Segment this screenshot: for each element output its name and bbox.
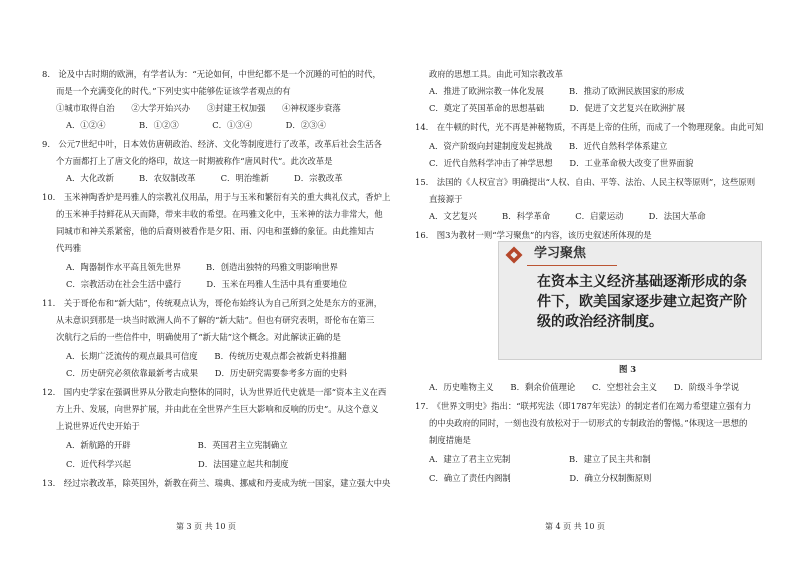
q9-stem-line1: 9. 公元7世纪中叶，日本效仿唐朝政治、经济、文化等制度进行了改革，改革后社会生活各 <box>42 139 382 149</box>
q13-stem-line2: 政府的思想工具。由此可知宗教改革 <box>429 69 563 79</box>
q17-stem-line1: 17. 《世界文明史》指出：“联邦宪法（即1787年宪法）的制定者们在竭力希望建立强有力 <box>415 401 752 411</box>
q9-options: A．大化改新 B．农奴制改革 C．明治维新 D．宗教改革 <box>66 173 343 183</box>
page-footer-right: 第 4 页 共 10 页 <box>545 522 605 531</box>
q13-options-ab: A．推进了欧洲宗教一体化发展 B．推动了欧洲民族国家的形成 <box>429 86 685 96</box>
q15-stem-line2: 直接源于 <box>429 194 463 204</box>
q11-options-cd: C．历史研究必须依靠最新考古成果 D．历史研究需要参考多方面的史料 <box>66 368 348 378</box>
q10-options-ab: A．陶器制作水平高且领先世界 B．创造出独特的玛雅文明影响世界 <box>66 262 338 272</box>
q11-options-ab: A．长期广泛流传的观点最具可信度 B．传统历史观点都会被新史料推翻 <box>66 351 347 361</box>
q8-stem-line2: 而是一个充满变化的时代。”下列史实中能够佐证该学者观点的有 <box>56 86 291 96</box>
q17-stem-line2: 的中央政府的同时，一刻也没有放松对于一切形式的专制政治的警惕。”体现这一思想的 <box>429 418 748 428</box>
q14-options-ab: A．资产阶级向封建制度发起挑战 B．近代自然科学体系建立 <box>429 141 668 151</box>
q12-options-cd: C．近代科学兴起 D．法国建立起共和制度 <box>66 459 289 469</box>
q16-stem: 16. 图3为教材一则“学习聚焦”的内容，该历史叙述所体现的是 <box>415 230 652 240</box>
q9-stem-line2: 个方面都打上了唐文化的烙印，故这一时期被称作“唐风时代”。此次改革是 <box>56 156 333 166</box>
q11-stem-line2: 从未意识到那是一块当时欧洲人尚不了解的“新大陆”。但也有研究表明，哥伦布在第三 <box>56 315 375 325</box>
page-footer-left: 第 3 页 共 10 页 <box>176 522 236 531</box>
q13-stem-line1: 13. 经过宗教改革，除英国外，新教在荷兰、瑞典、挪威和丹麦成为统一国家，建立强大中央 <box>42 478 391 488</box>
q14-options-cd: C．近代自然科学冲击了神学思想 D．工业革命极大改变了世界面貌 <box>429 158 694 168</box>
q11-stem-line1: 11. 关于哥伦布和“新大陆”，传统观点认为，哥伦布始终认为自己所到之处是东方的亚洲， <box>42 298 383 308</box>
q17-options-cd: C．确立了责任内阁制 D．确立分权制衡原则 <box>429 473 652 483</box>
q8-items: ①城市取得自治 ②大学开始兴办 ③封建王权加强 ④神权逐步衰落 <box>56 103 341 113</box>
card-title: 学习聚焦 <box>534 246 587 261</box>
q12-options-ab: A．新航路的开辟 B．英国君主立宪制确立 <box>66 440 288 450</box>
q10-stem-line4: 代玛雅 <box>56 243 82 253</box>
q10-stem-line3: 同城市和神关系紧密，他的后裔则被看作是夕阳、雨、闪电和蛋蜂的象征。由此推知古 <box>56 226 375 236</box>
q13-options-cd: C．奠定了英国革命的思想基础 D．促进了文艺复兴在欧洲扩展 <box>429 103 685 113</box>
card-header <box>499 242 761 268</box>
q16-options: A．历史唯物主义 B．剩余价值理论 C．空想社会主义 D．阶级斗争学说 <box>429 382 740 392</box>
q12-stem-line1: 12. 国内史学家在强调世界从分散走向整体的同时，认为世界近代史就是一部“资本主义在西 <box>42 387 387 397</box>
card-body: 在资本主义经济基础逐渐形成的条件下，欧美国家逐步建立起资产阶级的政治经济制度。 <box>537 274 747 330</box>
q15-options: A．文艺复兴 B．科学革命 C．启蒙运动 D．法国大革命 <box>429 211 706 221</box>
q17-stem-line3: 制度措施是 <box>429 435 471 445</box>
q10-options-cd: C．宗教活动在社会生活中盛行 D．玉米在玛雅人生活中具有重要地位 <box>66 279 348 289</box>
q12-stem-line3: 上说世界近代史开始于 <box>56 421 140 431</box>
study-focus-card <box>498 241 762 360</box>
q14-stem: 14. 在牛顿的时代，光不再是神秘物质，不再是上帝的住所，而成了一个物理现象。由此可知 <box>415 122 764 132</box>
q10-stem-line2: 的玉米神手持鲜花从天而降，带来丰收的希望。在玛雅文化中，玉米神的法力非常大，他 <box>56 209 383 219</box>
q15-stem-line1: 15. 法国的《人权宣言》明确提出“人权、自由、平等、法治、人民主权等原则”，这些原则 <box>415 177 756 187</box>
diamond-badge-icon <box>505 246 523 264</box>
q8-options: A．①②④ B．①②③ C．①③④ D．②③④ <box>66 120 326 130</box>
q11-stem-line3: 次航行之后的一些信件中，明确使用了“新大陆”这个概念。对此解读正确的是 <box>56 332 341 342</box>
card-title-underline <box>527 265 617 266</box>
q17-options-ab: A．建立了君主立宪制 B．建立了民主共和制 <box>429 454 651 464</box>
q8-stem-line1: 8. 论及中古时期的欧洲，有学者认为：“无论如何，中世纪都不是一个沉睡的可怕的时代， <box>42 69 381 79</box>
q10-stem-line1: 10. 玉米神陶香炉是玛雅人的宗教礼仪用品，用于与玉米和繁衍有关的重大典礼仪式，香炉上 <box>42 192 391 202</box>
figure-caption: 图 3 <box>619 364 637 374</box>
q12-stem-line2: 方上升、发展，向世界扩展，并由此在全世界产生巨大影响和反响的历史”。从这个意义 <box>56 404 379 414</box>
